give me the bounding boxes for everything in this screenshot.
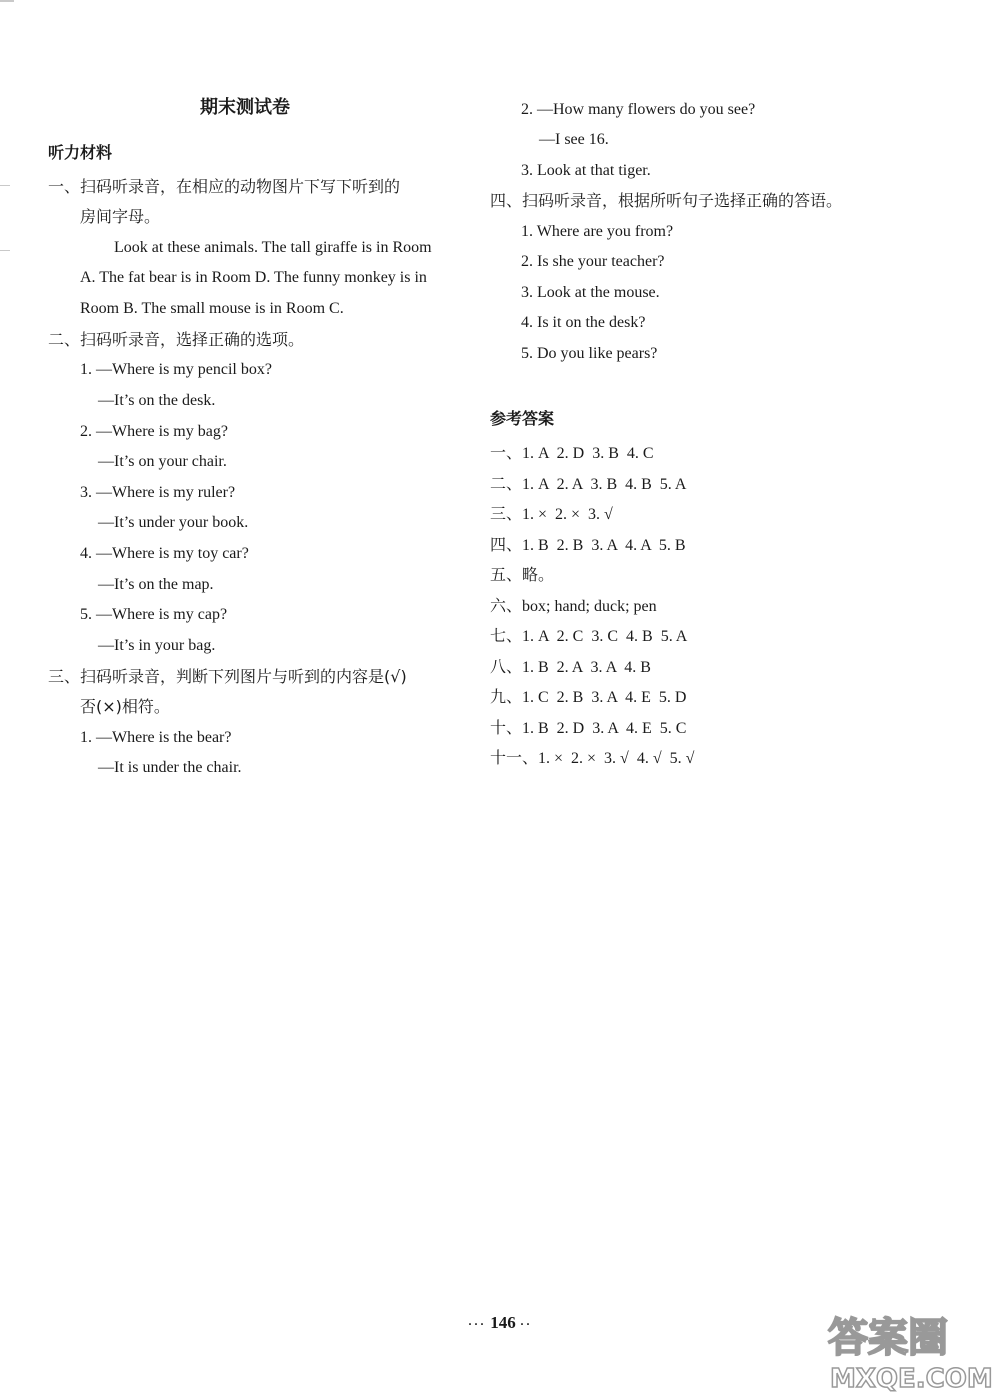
dialogue-answer: —I see 16.: [539, 131, 609, 148]
section-4-instruction: 四、扫码听录音，根据所听句子选择正确的答语。: [490, 191, 843, 210]
dialogue-answer: —It is under the chair.: [98, 759, 242, 776]
dialogue-question: 1. —Where is my pencil box?: [80, 361, 272, 378]
answer-row: 八、1. B 2. A 3. A 4. B: [490, 659, 651, 676]
listening-heading: 听力材料: [48, 143, 113, 162]
answer-row: 四、1. B 2. B 3. A 4. A 5. B: [490, 537, 686, 554]
section-4-item: 1. Where are you from?: [521, 223, 674, 240]
section-4-item: 2. Is she your teacher?: [521, 253, 665, 270]
footer-dots-right: ··: [520, 1317, 533, 1331]
scan-edge-mark: [0, 0, 14, 2]
section-2-instruction: 二、扫码听录音，选择正确的选项。: [48, 330, 305, 349]
watermark-logo-text: 答案圈: [828, 1315, 948, 1361]
dialogue-question: 4. —Where is my toy car?: [80, 545, 249, 562]
footer-dots-left: ···: [467, 1317, 486, 1331]
answer-row: 七、1. A 2. C 3. C 4. B 5. A: [490, 628, 688, 645]
dialogue-question: 3. Look at that tiger.: [521, 162, 651, 179]
answer-row: 九、1. C 2. B 3. A 4. E 5. D: [490, 689, 687, 706]
section-3-instruction-cont: 否(×)相符。: [80, 697, 170, 716]
page-title: 期末测试卷: [200, 97, 290, 118]
dialogue-answer: —It’s on the map.: [98, 576, 214, 593]
answer-row: 三、1. × 2. × 3. √: [490, 506, 613, 523]
dialogue-answer: —It’s in your bag.: [98, 637, 216, 654]
section-4-item: 3. Look at the mouse.: [521, 284, 660, 301]
dialogue-answer: —It’s on your chair.: [98, 453, 227, 470]
section-1-instruction: 一、扫码听录音，在相应的动物图片下写下听到的: [48, 177, 401, 196]
dialogue-answer: —It’s under your book.: [98, 514, 249, 531]
dialogue-question: 3. —Where is my ruler?: [80, 484, 236, 501]
section-1-script-line: Look at these animals. The tall giraffe is in Room: [114, 239, 432, 256]
dialogue-question: 1. —Where is the bear?: [80, 729, 232, 746]
dialogue-question: 2. —Where is my bag?: [80, 423, 228, 440]
answer-row: 十一、1. × 2. × 3. √ 4. √ 5. √: [490, 750, 695, 767]
section-1-script-line: Room B. The small mouse is in Room C.: [80, 300, 344, 317]
watermark-logo: [820, 1303, 998, 1393]
answer-row: 一、1. A 2. D 3. B 4. C: [490, 445, 654, 462]
answer-row: 十、1. B 2. D 3. A 4. E 5. C: [490, 720, 687, 737]
dialogue-answer: —It’s on the desk.: [98, 392, 216, 409]
page-number: 146: [490, 1313, 516, 1332]
answer-row: 六、box; hand; duck; pen: [490, 598, 657, 615]
answer-row: 五、略。: [490, 567, 555, 584]
section-4-item: 4. Is it on the desk?: [521, 314, 646, 331]
section-4-item: 5. Do you like pears?: [521, 345, 658, 362]
section-1-script-line: A. The fat bear is in Room D. The funny monkey is in: [80, 269, 427, 286]
section-1-instruction-cont: 房间字母。: [80, 207, 161, 226]
section-3-instruction: 三、扫码听录音，判断下列图片与听到的内容是(√): [48, 667, 407, 686]
answers-heading: 参考答案: [490, 411, 555, 428]
scan-edge-mark: [0, 250, 10, 251]
scan-edge-mark: [0, 185, 10, 186]
answer-row: 二、1. A 2. A 3. B 4. B 5. A: [490, 476, 687, 493]
watermark-url-text: MXQE.COM: [830, 1364, 993, 1393]
dialogue-question: 2. —How many flowers do you see?: [521, 101, 756, 118]
dialogue-question: 5. —Where is my cap?: [80, 606, 228, 623]
